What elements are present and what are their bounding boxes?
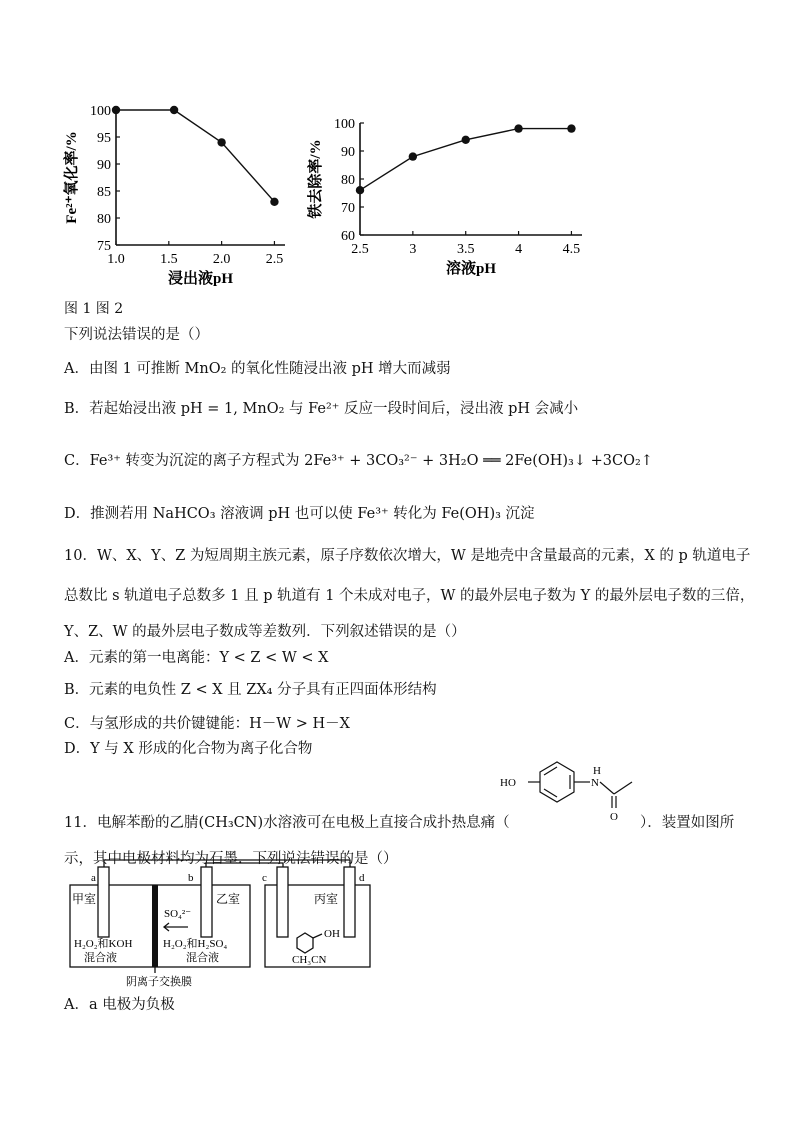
x-tick-label: 2.5	[265, 252, 284, 267]
svg-text:混合液: 混合液	[84, 952, 117, 964]
data-point	[567, 124, 575, 132]
svg-text:b: b	[188, 872, 194, 884]
q9-option-b: B．若起始浸出液 pH = 1, MnO₂ 与 Fe²⁺ 反应一段时间后，浸出液 pH 会减小	[64, 401, 579, 417]
q9-option-d: D．推测若用 NaHCO₃ 溶液调 pH 也可以使 Fe³⁺ 转化为 Fe(OH)₃ 沉淀	[64, 506, 535, 522]
svg-text:a: a	[91, 872, 96, 884]
y-tick-label: 85	[97, 185, 111, 200]
x-tick-label: 4.5	[562, 242, 581, 257]
q11-stem-line1-end: ）．装置如图所	[640, 815, 735, 831]
q10-option-d: D．Y 与 X 形成的化合物为离子化合物	[64, 741, 313, 757]
y-tick-label: 100	[334, 117, 355, 132]
x-tick-label: 4	[515, 242, 523, 257]
y-tick-label: 90	[97, 158, 111, 173]
y-tick-label: 80	[97, 212, 111, 227]
y-axis-label: 铁去除率/%	[308, 139, 324, 219]
data-point	[270, 198, 278, 206]
svg-text:OH: OH	[324, 928, 340, 940]
mol-n: N	[591, 777, 599, 789]
svg-text:甲室: 甲室	[72, 892, 97, 906]
q9-option-c: C．Fe³⁺ 转变为沉淀的离子方程式为 2Fe³⁺ + 3CO₃²⁻ + 3H₂O ══ 2Fe(OH)₃↓ +3CO₂↑	[64, 453, 653, 469]
figure-1-chart	[60, 95, 300, 295]
q11-stem-line2: 示，其中电极材料均为石墨．下列说法错误的是（）	[64, 851, 398, 867]
q10-stem-line1: 10．W、X、Y、Z 为短周期主族元素，原子序数依次增大，W 是地壳中含量最高的元素，X 的 p 轨道电子	[64, 548, 751, 564]
mol-o: O	[610, 811, 618, 823]
y-tick-label: 100	[90, 104, 111, 119]
svg-text:H₂O₂和KOH: H₂O₂和KOH	[74, 938, 133, 950]
svg-text:SO₄²⁻: SO₄²⁻	[164, 908, 192, 920]
y-tick-label: 95	[97, 131, 111, 146]
svg-text:阴离子交换膜: 阴离子交换膜	[126, 976, 192, 988]
q10-stem-line2: 总数比 s 轨道电子总数多 1 且 p 轨道有 1 个未成对电子，W 的最外层电子数为 Y 的最外层电子数的三倍，	[64, 588, 755, 604]
data-point	[217, 138, 225, 146]
svg-text:CH₃CN: CH₃CN	[292, 954, 327, 966]
x-tick-label: 3.5	[456, 242, 475, 257]
data-point	[514, 124, 522, 132]
anion-exchange-membrane	[152, 885, 158, 967]
mol-h: H	[593, 765, 601, 777]
q9-stem: 下列说法错误的是（）	[64, 327, 209, 343]
x-tick-label: 3	[409, 242, 417, 257]
y-tick-label: 90	[341, 145, 355, 160]
mol-ho: HO	[500, 777, 516, 789]
electrolysis-apparatus	[60, 855, 380, 990]
svg-text:c: c	[262, 872, 267, 884]
x-axis-label: 浸出液pH	[167, 271, 234, 287]
figure-caption: 图 1 图 2	[64, 301, 124, 317]
data-point	[112, 106, 120, 114]
svg-text:d: d	[359, 872, 365, 884]
x-axis-label: 溶液pH	[445, 261, 497, 277]
q9-option-a: A．由图 1 可推断 MnO₂ 的氧化性随浸出液 pH 增大而减弱	[64, 361, 451, 377]
q11-option-a: A．a 电极为负极	[64, 997, 175, 1013]
svg-text:丙室: 丙室	[314, 892, 339, 906]
y-axis-label: Fe²⁺氧化率/%	[64, 131, 80, 224]
svg-text:乙室: 乙室	[216, 892, 241, 906]
q11-stem-line1: 11．电解苯酚的乙腈(CH₃CN)水溶液可在电极上直接合成扑热息痛（	[64, 815, 510, 831]
x-tick-label: 1.0	[107, 252, 125, 267]
x-tick-label: 1.5	[160, 252, 178, 267]
data-point	[170, 106, 178, 114]
svg-text:H₂O₂和H₂SO₄: H₂O₂和H₂SO₄	[163, 938, 228, 950]
y-tick-label: 70	[341, 201, 355, 216]
x-tick-label: 2.0	[212, 252, 231, 267]
y-tick-label: 60	[341, 229, 355, 244]
q10-stem-line3: Y、Z、W 的最外层电子数成等差数列．下列叙述错误的是（）	[64, 624, 466, 640]
y-tick-label: 75	[97, 239, 111, 254]
q10-option-c: C．与氢形成的共价键键能：H－W > H－X	[64, 716, 350, 732]
paracetamol-structure	[500, 758, 650, 826]
data-point	[409, 152, 417, 160]
y-tick-label: 80	[341, 173, 355, 188]
q10-option-a: A．元素的第一电离能：Y < Z < W < X	[64, 650, 329, 666]
series-line	[116, 110, 274, 202]
data-point	[462, 136, 470, 144]
q10-option-b: B．元素的电负性 Z < X 且 ZX₄ 分子具有正四面体形结构	[64, 682, 437, 698]
x-tick-label: 2.5	[351, 242, 369, 257]
data-point	[356, 186, 364, 194]
figure-2-chart	[300, 105, 590, 295]
svg-text:混合液: 混合液	[186, 952, 219, 964]
